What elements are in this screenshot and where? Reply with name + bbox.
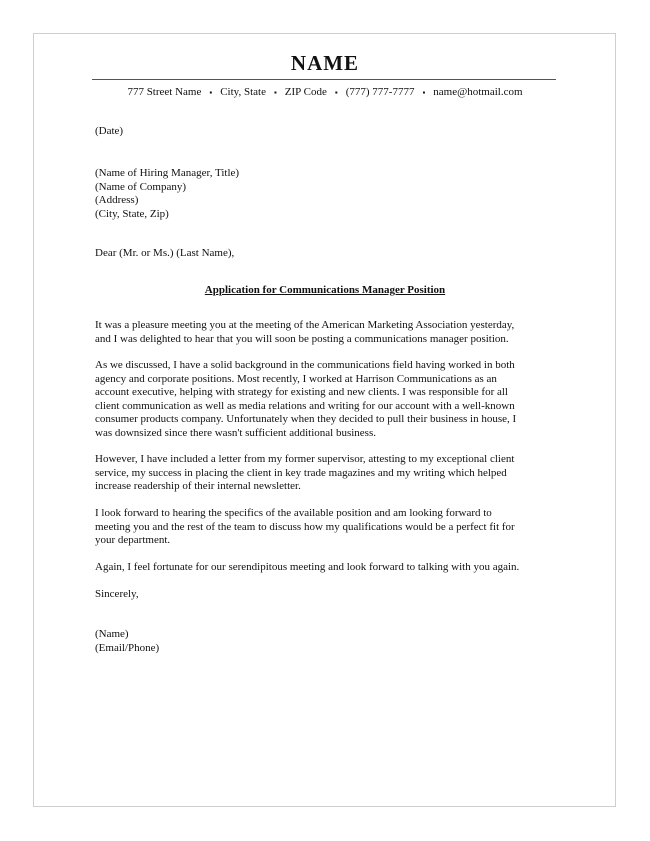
paragraph-2	[95, 359, 555, 441]
bullet-separator: ▪	[209, 87, 213, 97]
paragraph-line: As we discussed, I have a solid background in the communications field having worked in both	[95, 359, 515, 371]
paragraph-line: meeting you and the rest of the team to discuss how my qualifications would be a perfect fit for	[95, 520, 515, 533]
paragraph-line: client communication as well as media relations and writing for our account with a well-known	[95, 399, 515, 412]
letter-date: (Date)	[95, 125, 124, 137]
contact-phone: (777) 777-7777	[345, 86, 415, 98]
paragraph-line: agency and corporate positions. Most recently, I worked at Harrison Communications as an	[95, 372, 497, 385]
paragraph-line: was downsized since there wasn't sufficient additional business.	[95, 426, 376, 439]
closing: Sincerely,	[95, 588, 139, 600]
paragraph-line: and I was delighted to hear that you will soon be posting a communications manager position.	[95, 332, 509, 345]
contact-street: 777 Street Name	[127, 86, 202, 98]
header-divider	[92, 79, 556, 80]
applicant-name-heading: NAME	[290, 51, 360, 75]
contact-info-line	[0, 86, 650, 98]
subject-line: Application for Communications Manager Position	[204, 284, 446, 296]
recipient-block	[95, 167, 555, 221]
paragraph-4	[95, 507, 555, 548]
paragraph-line: increase readership of their internal newsletter.	[95, 480, 301, 493]
salutation: Dear (Mr. or Ms.) (Last Name),	[95, 247, 235, 259]
signature-name: (Name)	[95, 628, 129, 640]
contact-city-state: City, State	[220, 86, 266, 98]
bullet-separator: ▪	[273, 87, 277, 97]
bullet-separator: ▪	[422, 87, 426, 97]
paragraph-line: service, my success in placing the client in key trade magazines and my writing which helped	[95, 466, 507, 479]
paragraph-line: Again, I feel fortunate for our serendipitous meeting and look forward to talking with you again.	[95, 561, 520, 573]
recipient-company: (Name of Company)	[95, 180, 187, 193]
bullet-separator: ▪	[334, 87, 338, 97]
paragraph-line: It was a pleasure meeting you at the meeting of the American Marketing Association yesterday,	[95, 319, 515, 331]
paragraph-line: consumer products company. Unfortunately when they decided to pull their business in house, I	[95, 413, 517, 426]
signature-block	[95, 628, 555, 655]
paragraph-3	[95, 453, 555, 494]
paragraph-line: I look forward to hearing the specifics of the available position and am looking forward to	[95, 507, 492, 519]
recipient-city-state-zip: (City, State, Zip)	[95, 207, 169, 220]
signature-contact: (Email/Phone)	[95, 641, 160, 654]
contact-email: name@hotmail.com	[433, 86, 523, 98]
paragraph-1	[95, 319, 555, 346]
paragraph-line: your department.	[95, 534, 171, 547]
contact-zip: ZIP Code	[284, 86, 327, 98]
recipient-name-title: (Name of Hiring Manager, Title)	[95, 167, 240, 179]
paragraph-line: However, I have included a letter from my former supervisor, attesting to my exceptional client	[95, 453, 515, 465]
recipient-address: (Address)	[95, 194, 139, 207]
paragraph-5	[95, 561, 555, 575]
paragraph-line: account executive, helping with strategy for existing and new clients. I was responsible for all	[95, 386, 508, 399]
